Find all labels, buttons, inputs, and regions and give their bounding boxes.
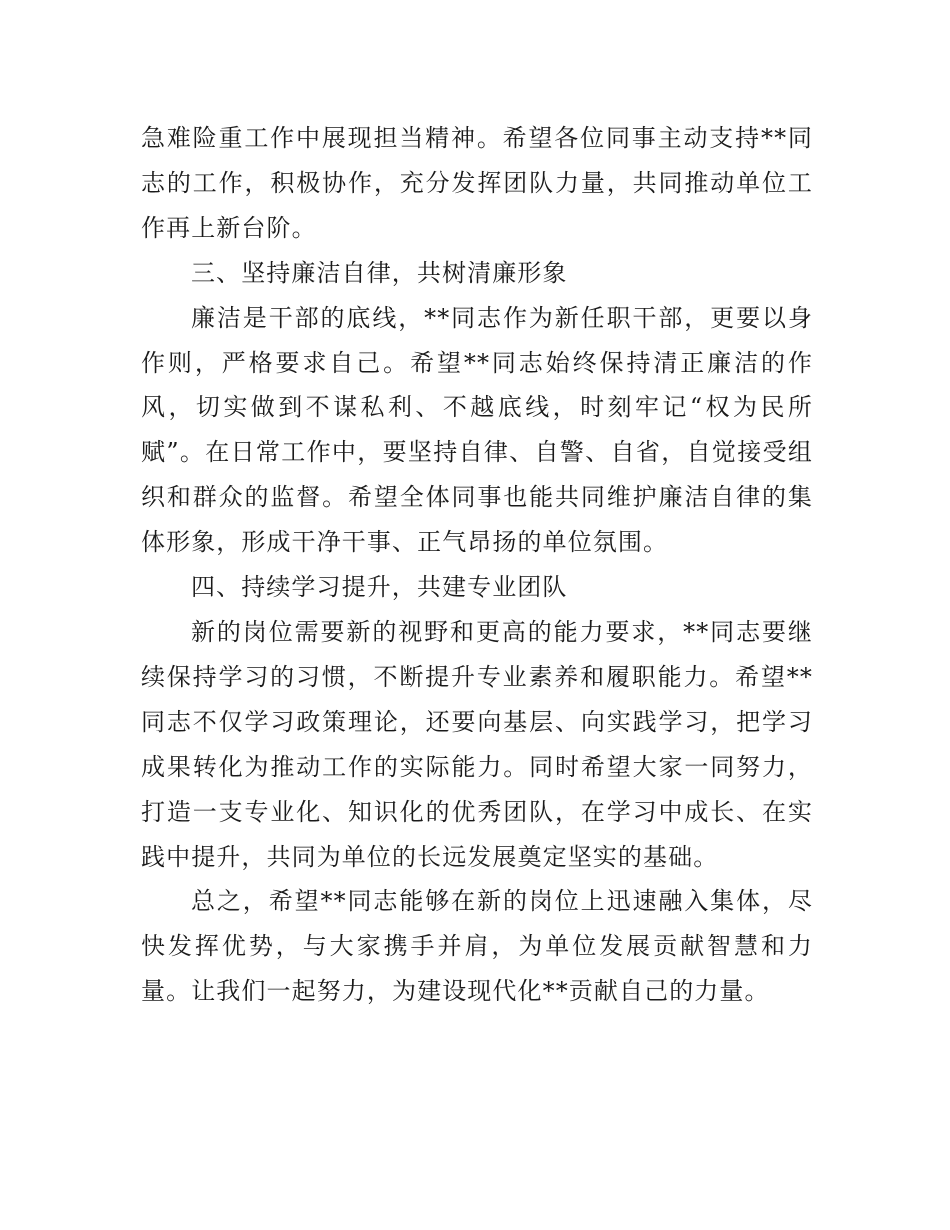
paragraph-learning: 新的岗位需要新的视野和更高的能力要求，**同志要继续保持学习的习惯，不断提升专业素养和履职能力。希望**同志不仅学习政策理论，还要向基层、向实践学习，把学习成果转化为推动工作的实际能力。同时希望大家一同努力，打造一支专业化、知识化的优秀团队，在学习中成长、在实践中提升，共同为单位的长远发展奠定坚实的基础。 xyxy=(141,617,813,871)
document-body xyxy=(141,116,813,1014)
paragraph-conclusion: 总之，希望**同志能够在新的岗位上迅速融入集体，尽快发挥优势，与大家携手并肩，为单位发展贡献智慧和力量。让我们一起努力，为建设现代化**贡献自己的力量。 xyxy=(141,887,813,1006)
paragraph-continued: 急难险重工作中展现担当精神。希望各位同事主动支持**同志的工作，积极协作，充分发挥团队力量，共同推动单位工作再上新台阶。 xyxy=(141,124,813,242)
paragraph-integrity: 廉洁是干部的底线，**同志作为新任职干部，更要以身作则，严格要求自己。希望**同志始终保持清正廉洁的作风，切实做到不谋私利、不越底线，时刻牢记“权为民所赋”。在日常工作中，要坚持自律、自警、自省，自觉接受组织和群众的监督。希望全体同事也能共同维护廉洁自律的集体形象，形成干净干事、正气昂扬的单位氛围。 xyxy=(141,303,813,557)
section-heading-3: 三、坚持廉洁自律，共树清廉形象 xyxy=(191,258,568,287)
section-heading-4: 四、持续学习提升，共建专业团队 xyxy=(191,573,568,602)
